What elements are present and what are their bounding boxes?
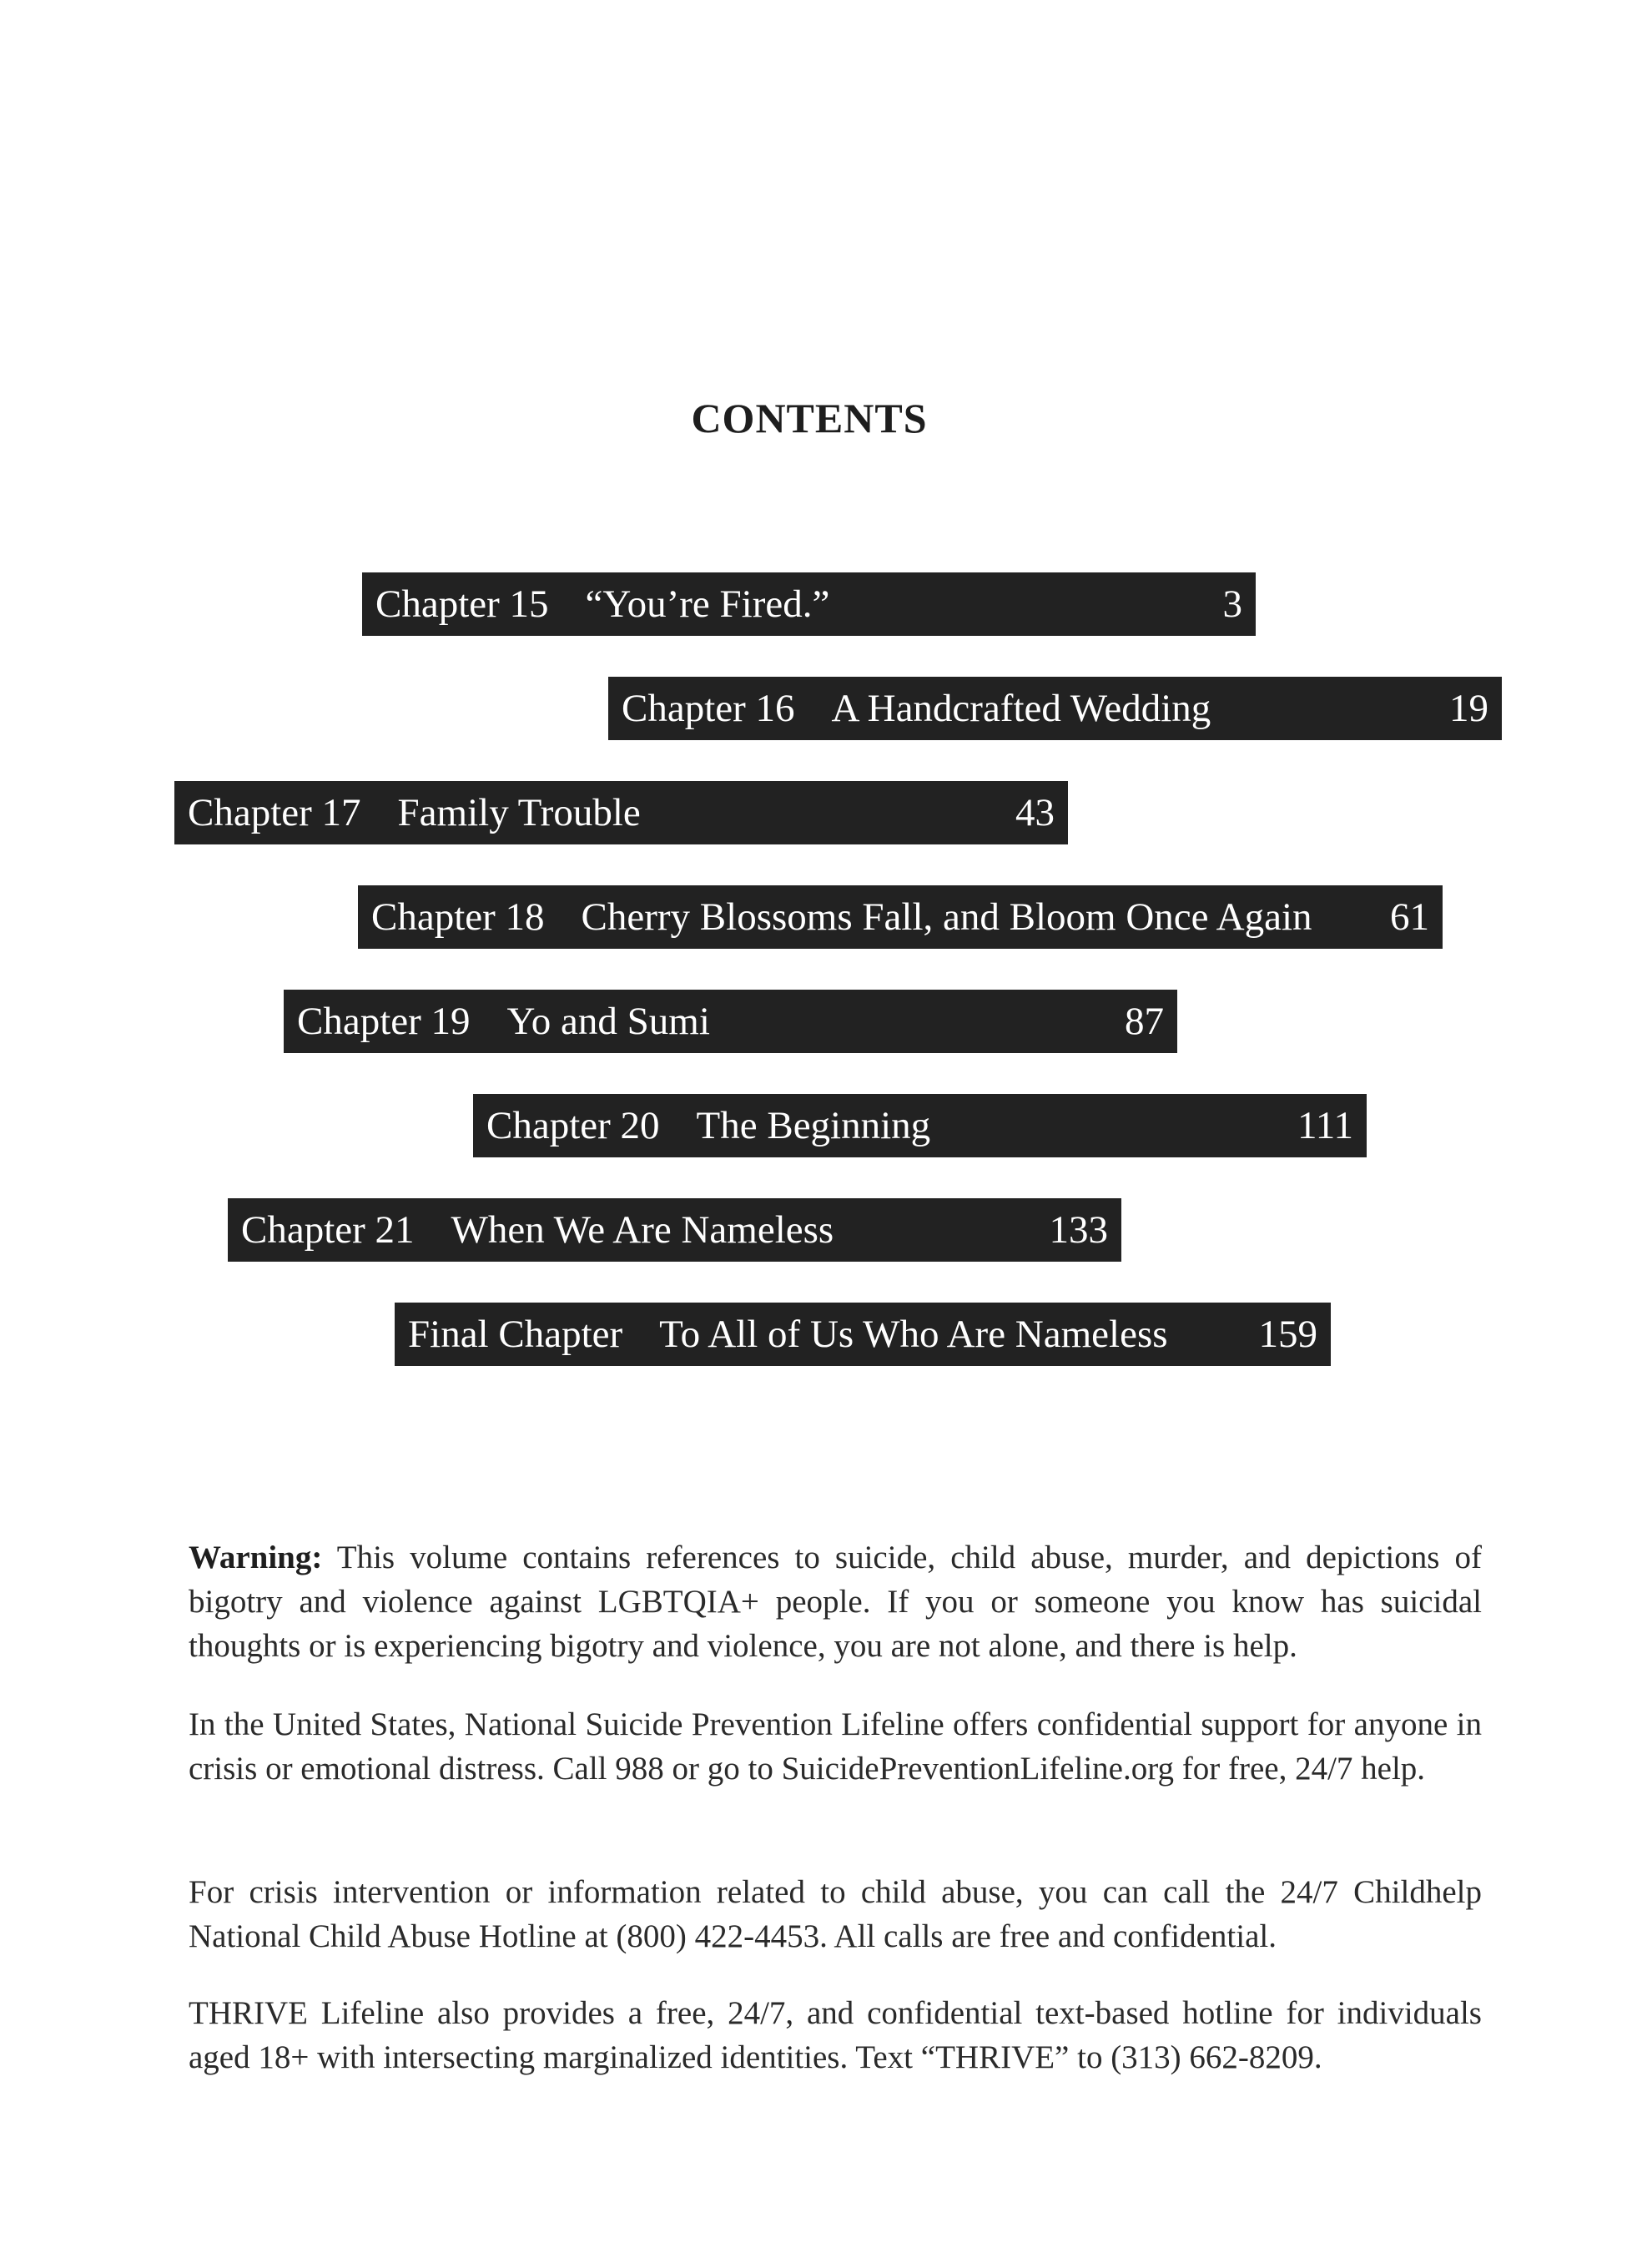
toc-page-number: 111	[1297, 1104, 1353, 1147]
toc-page-number: 3	[1222, 582, 1242, 626]
toc-chapter-title: To All of Us Who Are Nameless	[659, 1313, 1168, 1356]
toc-entry-chapter-18[interactable]	[358, 885, 1443, 949]
toc-chapter-title: Cherry Blossoms Fall, and Bloom Once Again	[581, 895, 1312, 939]
toc-page-number: 61	[1390, 895, 1429, 939]
warning-paragraph	[189, 1535, 1482, 1668]
toc-chapter-number: Chapter 16	[622, 687, 795, 730]
lifeline-paragraph: In the United States, National Suicide Prevention Lifeline offers confidential support for anyone in crisis or emotional distress. Call 988 or go to SuicidePreventionLifeline.org for free, 24/7 help.	[189, 1706, 1482, 1787]
toc-chapter-title: “You’re Fired.”	[585, 582, 830, 626]
toc-entry-chapter-15[interactable]	[362, 572, 1256, 636]
toc-page-number: 19	[1449, 687, 1488, 730]
toc-chapter-number: Chapter 21	[241, 1208, 415, 1252]
toc-chapter-number: Final Chapter	[408, 1313, 623, 1356]
toc-entry-chapter-17[interactable]	[174, 781, 1068, 844]
toc-entry-final-chapter[interactable]	[395, 1303, 1331, 1366]
toc-chapter-title: Yo and Sumi	[506, 1000, 710, 1043]
toc-page-number: 87	[1125, 1000, 1164, 1043]
toc-chapter-title: The Beginning	[696, 1104, 931, 1147]
warning-text: This volume contains references to suicide, child abuse, murder, and depictions of bigotry and violence against LGBTQIA+ people. If you or someone you know has suicidal thoughts or is experiencing bigotry and violence, you are not alone, and there is help.	[189, 1540, 1482, 1664]
toc-chapter-title: A Handcrafted Wedding	[831, 687, 1211, 730]
toc-page-number: 159	[1258, 1313, 1317, 1356]
warning-label: Warning:	[189, 1540, 323, 1575]
toc-page-number: 133	[1049, 1208, 1108, 1252]
thrive-paragraph: THRIVE Lifeline also provides a free, 24/7, and confidential text-based hotline for individuals aged 18+ with intersecting marginalized identities. Text “THRIVE” to (313) 662-8209.	[189, 1995, 1482, 2075]
toc-page-number: 43	[1015, 791, 1055, 834]
toc-chapter-number: Chapter 17	[188, 791, 361, 834]
toc-entry-chapter-20[interactable]	[473, 1094, 1367, 1157]
toc-chapter-title: When We Are Nameless	[451, 1208, 834, 1252]
page-title: CONTENTS	[691, 395, 928, 441]
toc-entry-chapter-19[interactable]	[284, 990, 1177, 1053]
toc-entry-chapter-21[interactable]	[228, 1198, 1121, 1262]
toc-chapter-number: Chapter 15	[375, 582, 549, 626]
childhelp-paragraph: For crisis intervention or information related to child abuse, you can call the 24/7 Childhelp National Child Abuse Hotline at (800) 422-4453. All calls are free and confidential.	[189, 1874, 1482, 1954]
toc-chapter-number: Chapter 20	[486, 1104, 660, 1147]
toc-chapter-title: Family Trouble	[397, 791, 641, 834]
toc-chapter-number: Chapter 19	[297, 1000, 471, 1043]
toc-chapter-number: Chapter 18	[371, 895, 545, 939]
toc-entry-chapter-16[interactable]	[608, 677, 1502, 740]
